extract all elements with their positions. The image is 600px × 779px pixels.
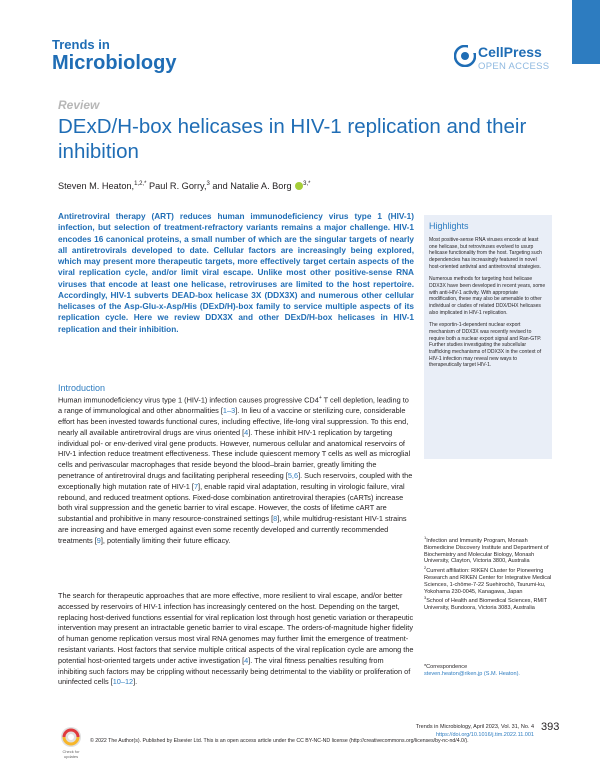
author-text: Steven M. Heaton, bbox=[58, 181, 135, 191]
publisher-logo[interactable] bbox=[454, 44, 550, 76]
text-run: ]. The viral fitness penalties resulting from inhibiting such factors may be crippling without necessarily being detrimental to the viability or proliferation of uninfected cells [ bbox=[58, 655, 411, 687]
orcid-icon[interactable] bbox=[295, 182, 303, 190]
publisher-name: CellPress bbox=[478, 44, 542, 60]
doi-link[interactable]: https://doi.org/10.1016/j.tim.2022.11.001 bbox=[435, 732, 534, 738]
journal-citation: Trends in Microbiology, April 2023, Vol. 31, No. 4 bbox=[415, 724, 534, 730]
footer-citation bbox=[200, 723, 534, 739]
copyright-notice: © 2022 The Author(s). Published by Elsevier Ltd. This is an open access article under the CC BY-NC-ND license (http://creativecommons.org/licenses/by-nc-nd/4.0/). bbox=[90, 738, 469, 744]
check-updates-icon bbox=[58, 725, 84, 749]
highlights-body bbox=[429, 237, 547, 375]
author-superscript: 1,2,* bbox=[134, 180, 147, 187]
text-run: ]. In lieu of a vaccine or sterilizing cure, considerable effort has been invested towards functional cures, including effective, life-long viral suppression. To this end, nearly all available antiretroviral drugs are virus oriented [ bbox=[58, 406, 409, 437]
text-run: ]. Such reservoirs, coupled with the exceptionally high mutation rate of HIV-1 [ bbox=[58, 471, 413, 491]
text-run: ]. These inhibit HIV-1 replication by targeting individual pol- or env-derived viral gene products. However, numerous cellular and anatomical reservoirs of HIV-1 infection reduce treatment effectiveness. These include quiescent memory T cells as well as microglial cells and perivascular macrophages that reside beyond the blood–brain barrier, greatly limiting the penetrance of antiretroviral drugs and facilitating peripheral reseeding [ bbox=[58, 427, 411, 481]
text-run: ], potentially limiting their future efficacy. bbox=[100, 535, 231, 545]
citation-link[interactable]: 9 bbox=[96, 535, 101, 545]
citation-link[interactable]: 10–12 bbox=[112, 677, 134, 687]
page-number: 393 bbox=[541, 721, 560, 733]
affiliation: Current affiliation: RIKEN Cluster for Pioneering Research and RIKEN Center for Integrative Medical Sciences, 1-chōme-7-22 Suehirochō, Tsurumi-ku, Yokohama 230-0045, Kanagawa, Japan bbox=[424, 568, 552, 595]
highlights-box bbox=[424, 215, 552, 459]
citation-link[interactable]: 5,6 bbox=[287, 471, 299, 481]
text-run: ], enable rapid viral adaptation, resulting in virologic failure, viral rebound, and reduced treatment options. Fixed-dose combination antiretroviral therapies (cARTs) increase both viral suppression and the genetic barrier to viral escape. However, the costs of lifetime cART are substantial and prohibitive in many resource-constrained settings [ bbox=[58, 481, 405, 524]
check-for-updates-badge[interactable] bbox=[58, 725, 84, 761]
correspondence-label: *Correspondence bbox=[424, 664, 468, 670]
affiliation: Infection and Immunity Program, Monash Biomedicine Discovery Institute and Department of Biochemistry and Molecular Biology, Monash University, Clayton, Victoria 3800, Australia bbox=[424, 537, 549, 565]
affiliations bbox=[424, 535, 552, 612]
citation-link[interactable]: 1–3 bbox=[222, 406, 236, 416]
text-run: T cell depletion, leading to a range of immunological and other abnormalities [ bbox=[58, 395, 409, 416]
correspondence-email[interactable]: steven.heaton@riken.jp (S.M. Heaton). bbox=[424, 670, 520, 677]
highlights-heading: Highlights bbox=[429, 221, 469, 231]
intro-paragraph-1 bbox=[58, 393, 414, 547]
author-list bbox=[58, 180, 478, 192]
affiliation: School of Health and Biomedical Sciences, RMIT University, Bundoora, Victoria 3083, Australia bbox=[424, 598, 547, 612]
affiliation-number: 2 bbox=[424, 565, 427, 571]
author-text: Paul R. Gorry, bbox=[146, 181, 207, 191]
citation-link[interactable]: 8 bbox=[273, 514, 278, 524]
section-heading-introduction: Introduction bbox=[58, 383, 106, 393]
open-access-label: OPEN ACCESS bbox=[478, 61, 550, 72]
cellpress-logo-icon bbox=[454, 45, 476, 67]
superscript: + bbox=[318, 395, 322, 401]
citation-link[interactable]: 4 bbox=[244, 427, 249, 437]
citation-link[interactable]: 4 bbox=[244, 655, 249, 665]
corner-tab bbox=[572, 0, 600, 64]
text-run: ]. bbox=[133, 677, 138, 687]
article-title: DExD/H-box helicases in HIV-1 replication and their inhibition bbox=[58, 115, 527, 163]
author-superscript: 3,* bbox=[303, 180, 311, 187]
citation-link[interactable]: 7 bbox=[193, 481, 199, 491]
text-run: Human immunodeficiency virus type 1 (HIV-1) infection causes progressive CD4 bbox=[58, 395, 319, 405]
highlight-item: Most positive-sense RNA viruses encode at least one helicase, but retroviruses evolved to usurp helicase functionality from the host. Targeting such dependencies has increasingly featured in novel host-oriented antiviral and antiretroviral strategies. bbox=[429, 237, 542, 270]
affiliation-number: 3 bbox=[424, 595, 427, 601]
correspondence bbox=[424, 664, 552, 678]
text-run: ], while multidrug-resistant HIV-1 strains are increasing and have emerged against even some recently developed and currently recommended treatments [ bbox=[58, 514, 407, 545]
journal-name-line1: Trends in bbox=[52, 37, 110, 52]
author-superscript: 3 bbox=[206, 180, 210, 187]
journal-name-line2: Microbiology bbox=[52, 52, 177, 74]
article-type: Review bbox=[58, 98, 100, 112]
intro-paragraph-2 bbox=[58, 591, 414, 688]
affiliation-number: 1 bbox=[424, 535, 427, 540]
abstract: Antiretroviral therapy (ART) reduces human immunodeficiency virus type 1 (HIV-1) infection, but selection of treatment-refractory variants remains a major challenge. HIV-1 encodes 16 canonical proteins, a small number of which are the singular targets of nearly all antiretrovirals developed to date. Cellular factors are increasingly being explored, which may present more therapeutic targets, more effectively target certain aspects of the viral replication cycle, and/or limit viral escape. Unlike most other positive-sense RNA viruses that encode at least one helicase, retroviruses are limited to the host repertoire. Accordingly, HIV-1 subverts DEAD-box helicase 3X (DDX3X) and numerous other cellular helicases of the Asp-Glu-x-Asp/His (DExD/H)-box family to service multiple aspects of its replication cycle. Here we review DDX3X and other DExD/H-box helicases in HIV-1 replication and their inhibition. bbox=[58, 212, 414, 334]
text-run: The search for therapeutic approaches that are more effective, more resilient to viral escape, and/or better accessed by reservoirs of HIV-1 infection has increasingly centered on the host. Depending on the target, replacing host-derived functions essential for viral replication lost through host genetic variation or therapeutic intervention may present an intractable genetic barrier to viral escape. The orders-of-magnitude higher fidelity of human genome replication versus most viral RNA genomes may further limit the emergence of treatment-resistant variants. Host factors that service multiple critical aspects of the viral replication cycle are among the potential host-oriented targets under active investigation [ bbox=[58, 591, 414, 665]
check-updates-label: Check for updates bbox=[62, 749, 80, 759]
highlight-item: Numerous methods for targeting host helicase DDX3X have been developed in recent years, some with anti-HIV-1 activity. With appropriate modification, these may also be amenable to other individual or clades of related DDX/DHX helicases also implicated in HIV-1 replication. bbox=[429, 276, 546, 316]
highlight-item: The exportin-1-dependent nuclear export mechanism of DDX3X was recently revised to require both a nuclear export signal and Ran-GTP. Further studies investigating the subcellular trafficking mechanisms of DDX3X in the context of HIV-1 infection may reveal new ways to therapeutically target HIV-1. bbox=[429, 322, 542, 369]
author-text: and Natalie A. Borg bbox=[209, 181, 292, 191]
